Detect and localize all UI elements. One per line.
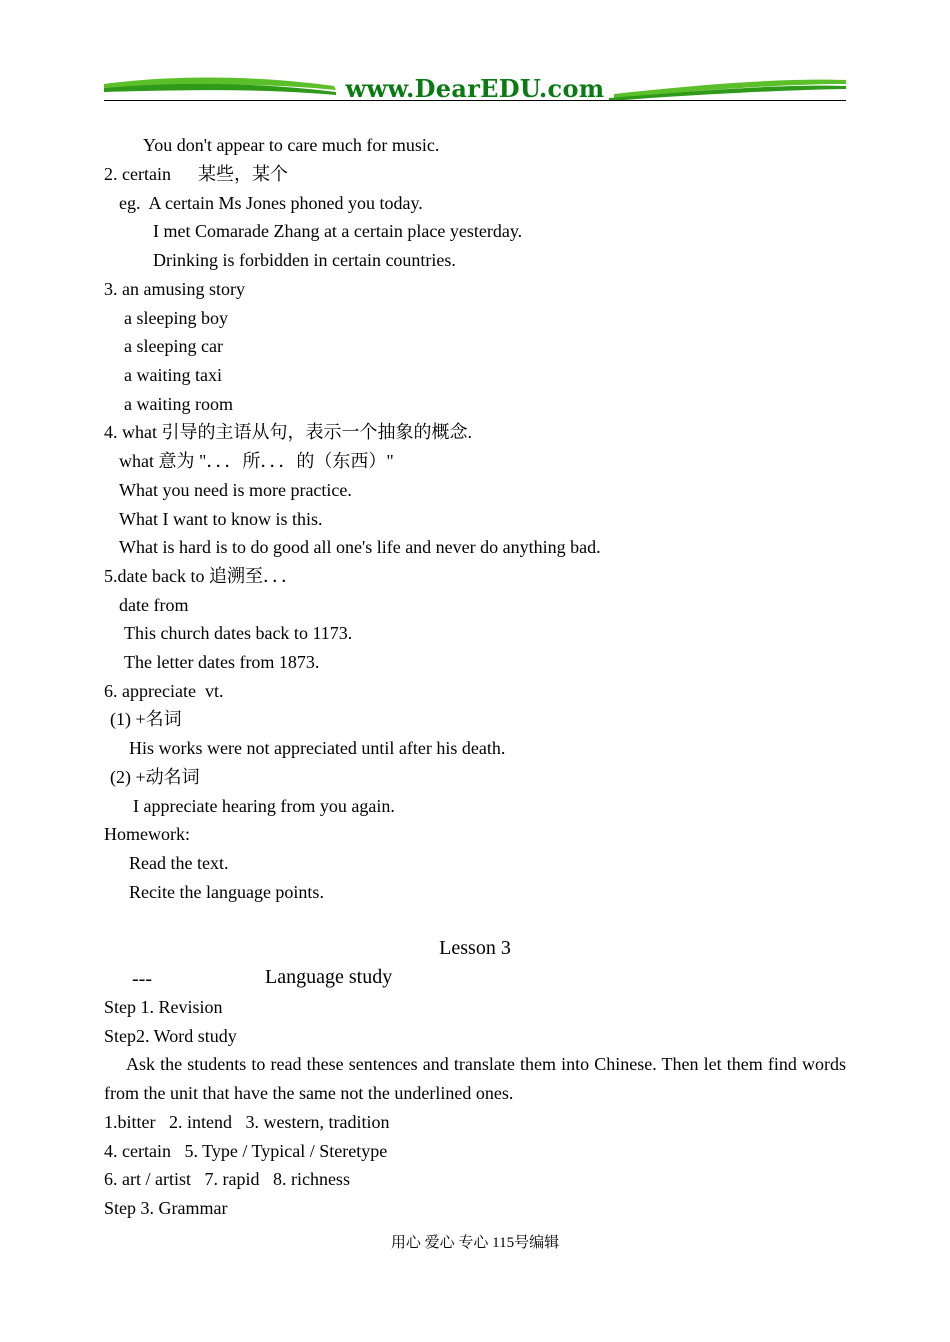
subtitle: Language study xyxy=(265,966,393,988)
text-line: 6. art / artist 7. rapid 8. richness xyxy=(104,1169,350,1189)
instruction-paragraph: Ask the students to read these sentences and translate them into Chinese. Then let them find words from the unit that have the same not the underlined ones. xyxy=(104,1054,846,1103)
text-line: You don't appear to care much for music. xyxy=(143,135,440,155)
text-line: (2) +动名词 xyxy=(110,767,200,787)
text-line: The letter dates from 1873. xyxy=(124,652,320,672)
text-line: What is hard is to do good all one's life and never do anything bad. xyxy=(119,537,601,557)
text-line: Step 3. Grammar xyxy=(104,1198,228,1218)
text-line: Read the text. xyxy=(129,853,229,873)
text-line: Step 1. Revision xyxy=(104,997,223,1017)
text-line: 4. certain 5. Type / Typical / Steretype xyxy=(104,1141,388,1161)
text-line: Homework: xyxy=(104,824,190,844)
lesson-title: Lesson 3 xyxy=(439,937,511,959)
text-line: eg. A certain Ms Jones phoned you today. xyxy=(119,193,423,213)
site-header-banner xyxy=(104,70,846,104)
text-line: What I want to know is this. xyxy=(119,509,323,529)
text-line: a waiting room xyxy=(124,394,233,414)
text-line: a sleeping boy xyxy=(124,308,228,328)
text-line: a waiting taxi xyxy=(124,365,222,385)
text-line: 1.bitter 2. intend 3. western, tradition xyxy=(104,1112,390,1132)
text-line: 6. appreciate vt. xyxy=(104,681,224,701)
text-line: What you need is more practice. xyxy=(119,480,352,500)
text-line: 4. what 引导的主语从句，表示一个抽象的概念. xyxy=(104,422,472,442)
text-line: (1) +名词 xyxy=(110,709,182,729)
text-line: 3. an amusing story xyxy=(104,279,245,299)
text-line: date from xyxy=(119,595,189,615)
text-line: what 意为 "．．．所．．．的（东西）" xyxy=(119,451,394,471)
text-line: a sleeping car xyxy=(124,336,223,356)
text-line: Recite the language points. xyxy=(129,882,324,902)
text-line: 2. certain 某些，某个 xyxy=(104,164,288,184)
text-line: Step2. Word study xyxy=(104,1026,237,1046)
subtitle-dashes: --- xyxy=(132,968,152,990)
text-line: His works were not appreciated until after his death. xyxy=(129,738,506,758)
text-line: Drinking is forbidden in certain countries. xyxy=(153,250,456,270)
text-line: 5.date back to 追溯至．．． xyxy=(104,566,299,586)
page-footer: 用心 爱心 专心 115号编辑 xyxy=(390,1235,560,1251)
site-brand: www.DearEDU.com xyxy=(345,74,605,103)
text-line: I appreciate hearing from you again. xyxy=(133,796,395,816)
header-rule xyxy=(104,100,846,101)
text-line: This church dates back to 1173. xyxy=(124,623,353,643)
text-line: I met Comarade Zhang at a certain place yesterday. xyxy=(153,221,523,241)
